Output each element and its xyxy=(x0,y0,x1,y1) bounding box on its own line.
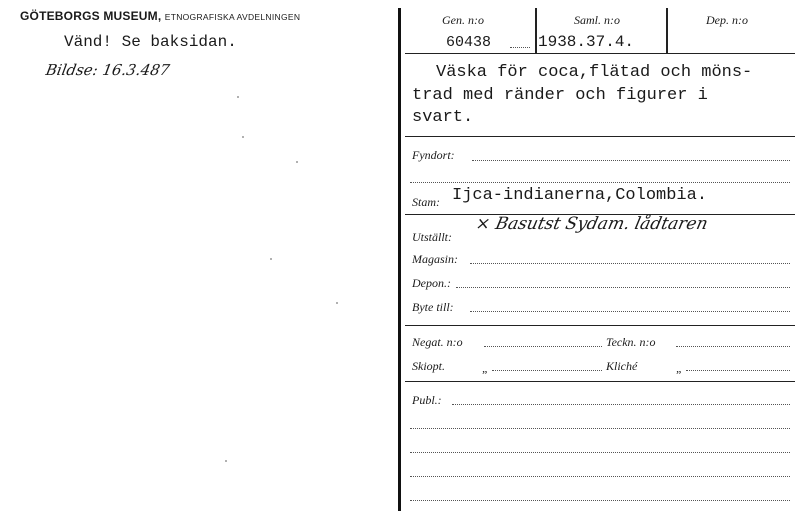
description-line-3: svart. xyxy=(412,108,474,127)
dotted-line xyxy=(456,287,790,288)
byte-till-label: Byte till: xyxy=(412,300,454,314)
negat-label: Negat. n:o xyxy=(412,335,463,349)
dotted-line xyxy=(472,160,790,161)
depon-label: Depon.: xyxy=(412,276,451,290)
fyndort-label: Fyndort: xyxy=(412,148,455,162)
saml-number-label: Saml. n:o xyxy=(574,13,620,27)
museum-header xyxy=(20,9,300,23)
dotted-line xyxy=(510,47,530,48)
kliche-label: Kliché xyxy=(606,359,638,373)
dotted-line xyxy=(676,346,790,347)
handwritten-image-note: Bildse: 16.3.487 xyxy=(44,61,172,79)
gen-number-label: Gen. n:o xyxy=(442,13,484,27)
dotted-line xyxy=(410,452,790,453)
dotted-line xyxy=(410,428,790,429)
publ-label: Publ.: xyxy=(412,393,442,407)
description-line-1: Väska för coca,flätad och möns- xyxy=(436,63,753,82)
dotted-line xyxy=(410,500,790,501)
dotted-line xyxy=(410,476,790,477)
saml-number-value: 1938.37.4. xyxy=(538,33,635,51)
stam-label: Stam: xyxy=(412,195,440,209)
dotted-line xyxy=(686,370,790,371)
magasin-label: Magasin: xyxy=(412,252,458,266)
utstallt-label: Utställt: xyxy=(412,230,453,244)
dotted-line xyxy=(492,370,602,371)
rule xyxy=(405,136,795,137)
gen-number-value: 60438 xyxy=(446,34,492,51)
turn-over-note: Vänd! Se baksidan. xyxy=(64,33,237,51)
description-line-2: trad med ränder och figurer i xyxy=(412,86,708,105)
museum-name: GÖTEBORGS MUSEUM, xyxy=(20,9,162,23)
column-separator xyxy=(535,8,537,53)
skiopt-ditto: „ xyxy=(482,361,489,375)
paper-speck xyxy=(242,136,244,138)
rule xyxy=(405,53,795,54)
paper-speck xyxy=(270,258,272,260)
dotted-line xyxy=(470,263,790,264)
paper-speck xyxy=(237,96,239,98)
dotted-line xyxy=(410,182,790,183)
paper-speck xyxy=(296,161,298,163)
stam-value: Ijca-indianerna,Colombia. xyxy=(452,186,708,205)
kliche-ditto: „ xyxy=(676,361,683,375)
utstallt-value: × Basutst Sydam. lådtaren xyxy=(473,214,710,234)
department-name: ETNOGRAFISKA AVDELNINGEN xyxy=(164,12,301,22)
skiopt-label: Skiopt. xyxy=(412,359,445,373)
card-divider-line xyxy=(398,8,401,511)
teckn-label: Teckn. n:o xyxy=(606,335,656,349)
dotted-line xyxy=(452,404,790,405)
paper-speck xyxy=(336,302,338,304)
dep-number-label: Dep. n:o xyxy=(706,13,748,27)
rule xyxy=(405,381,795,382)
paper-speck xyxy=(225,460,227,462)
dotted-line xyxy=(470,311,790,312)
column-separator xyxy=(666,8,668,53)
rule xyxy=(405,325,795,326)
dotted-line xyxy=(484,346,602,347)
